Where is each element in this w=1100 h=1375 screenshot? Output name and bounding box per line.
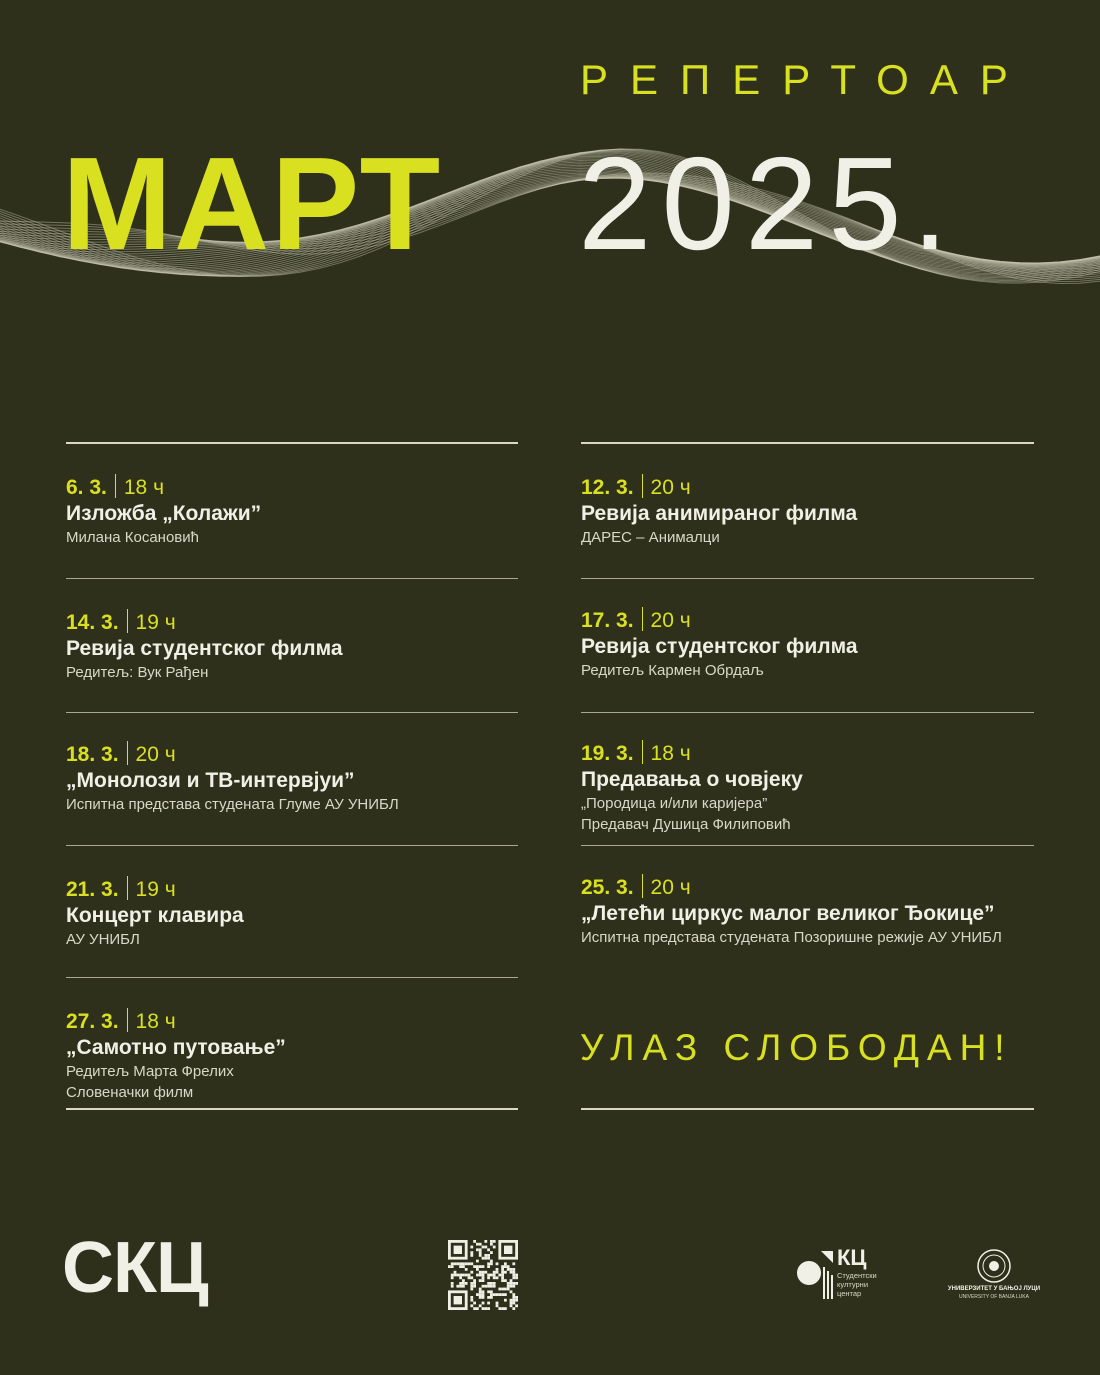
divider <box>66 1108 518 1110</box>
separator <box>642 740 643 764</box>
skc-brand-logo: СКЦ <box>62 1228 208 1308</box>
event-day: 21. 3. <box>66 878 119 901</box>
event-detail: Редитељ Марта Фрелих <box>66 1063 234 1080</box>
university-name-en: UNIVERSITY OF BANJA LUKA <box>959 1294 1029 1300</box>
separator <box>642 474 643 498</box>
separator <box>127 1008 128 1032</box>
event-time: 19 ч <box>135 878 176 901</box>
repertoire-subtitle: РЕПЕРТОАР <box>580 56 1030 103</box>
event-day: 25. 3. <box>581 876 634 899</box>
event-time: 20 ч <box>650 476 691 499</box>
divider <box>66 442 518 444</box>
divider <box>581 712 1034 713</box>
event-item <box>66 1008 536 1103</box>
university-name: УНИВЕРЗИТЕТ У БАЊОЈ ЛУЦИ <box>947 1286 1041 1292</box>
event-detail: АУ УНИБЛ <box>66 931 140 948</box>
event-item <box>581 474 1051 548</box>
event-date <box>66 474 536 501</box>
event-item <box>581 740 1051 835</box>
event-title: Ревија студентског филма <box>581 635 858 658</box>
event-title: Предавања о човјеку <box>581 768 803 791</box>
kc-logo <box>795 1247 895 1307</box>
event-detail: ДАРЕС – Анималци <box>581 529 720 546</box>
university-logo <box>944 1248 1044 1308</box>
event-title: Ревија анимираног филма <box>581 502 858 525</box>
event-title: Ревија студентског филма <box>66 637 343 660</box>
event-time: 18 ч <box>650 742 691 765</box>
event-date <box>66 1008 536 1035</box>
event-date <box>66 741 536 768</box>
event-title: „Монолози и ТВ-интервјуи” <box>66 769 355 792</box>
event-item <box>66 474 536 548</box>
separator <box>642 874 643 898</box>
event-detail: „Породица и/или каријера” <box>581 795 768 812</box>
event-item <box>66 741 536 815</box>
event-detail: Милана Косановић <box>66 529 200 546</box>
event-date <box>66 609 536 636</box>
event-date <box>581 874 1051 901</box>
month-title: МАРТ <box>62 130 443 277</box>
kc-logo-mark-icon <box>795 1247 835 1301</box>
divider <box>581 578 1034 579</box>
event-date <box>66 876 536 903</box>
event-item <box>581 607 1051 681</box>
divider <box>66 578 518 579</box>
event-item <box>581 874 1051 948</box>
event-day: 27. 3. <box>66 1010 119 1033</box>
event-day: 19. 3. <box>581 742 634 765</box>
event-detail: Испитна представа студената Глуме АУ УНИБЛ <box>66 796 399 813</box>
separator <box>127 609 128 633</box>
year-title: 2025. <box>578 130 959 277</box>
kc-logo-text: КЦ <box>837 1245 867 1270</box>
event-time: 18 ч <box>135 1010 176 1033</box>
event-title: Изложба „Колажи” <box>66 502 262 525</box>
event-detail: Редитељ: Вук Рађен <box>66 664 209 681</box>
event-time: 19 ч <box>135 611 176 634</box>
divider <box>581 845 1034 846</box>
event-item <box>66 876 536 950</box>
kc-logo-sub-line: културни <box>837 1280 869 1289</box>
event-detail: Редитељ Кармен Обрдаљ <box>581 662 764 679</box>
divider <box>581 1108 1034 1110</box>
divider <box>66 712 518 713</box>
event-date <box>581 740 1051 767</box>
kc-logo-subtitle <box>837 1271 897 1298</box>
event-day: 17. 3. <box>581 609 634 632</box>
qr-code-icon[interactable] <box>448 1240 518 1310</box>
free-entry-text: УЛАЗ СЛОБОДАН! <box>580 1027 1013 1068</box>
separator <box>115 474 116 498</box>
separator <box>127 876 128 900</box>
event-day: 6. 3. <box>66 476 107 499</box>
event-time: 18 ч <box>123 476 165 499</box>
event-day: 12. 3. <box>581 476 634 499</box>
event-date <box>581 607 1051 634</box>
event-time: 20 ч <box>650 876 691 899</box>
event-time: 20 ч <box>650 609 691 632</box>
kc-logo-sub-line: Студентски <box>837 1271 877 1280</box>
divider <box>581 442 1034 444</box>
event-item <box>66 609 536 683</box>
event-day: 18. 3. <box>66 743 119 766</box>
event-title: „Летећи циркус малог великог Ђокице” <box>581 902 995 925</box>
event-detail: Испитна представа студената Позоришне режије АУ УНИБЛ <box>581 929 1002 946</box>
divider <box>66 977 518 978</box>
event-detail: Словеначки филм <box>66 1084 194 1101</box>
event-title: Концерт клавира <box>66 904 244 927</box>
event-date <box>581 474 1051 501</box>
kc-logo-sub-line: центар <box>837 1289 862 1298</box>
divider <box>66 845 518 846</box>
event-detail: Предавач Душица Филиповић <box>581 816 791 833</box>
university-seal-icon <box>976 1248 1012 1284</box>
event-title: „Самотно путовање” <box>66 1036 286 1059</box>
separator <box>642 607 643 631</box>
separator <box>127 741 128 765</box>
event-time: 20 ч <box>135 743 176 766</box>
event-day: 14. 3. <box>66 611 119 634</box>
